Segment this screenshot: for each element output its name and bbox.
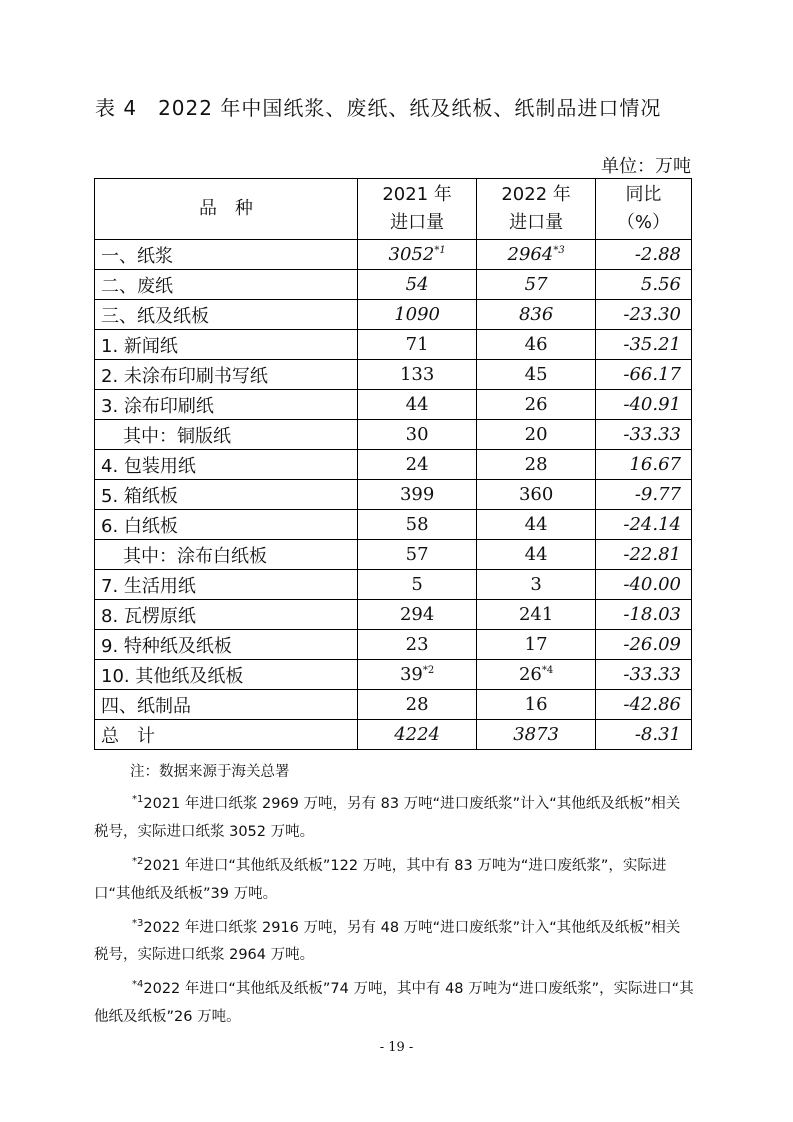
- footnote-4-mark: *4: [132, 979, 144, 991]
- header-2021-label: 进口量: [390, 212, 445, 233]
- footnote-1-text: 2021 年进口纸浆 2969 万吨，另有 83 万吨“进口废纸浆”计入“其他纸及纸板”相关税号，实际进口纸浆 3052 万吨。: [94, 795, 681, 840]
- row-name: 7. 生活用纸: [95, 570, 358, 600]
- row-2022-value: 26: [518, 664, 542, 685]
- row-2021: 30: [357, 420, 476, 450]
- footnote-1: [94, 786, 694, 846]
- row-name: 其中：涂布白纸板: [95, 540, 358, 570]
- table-row: [95, 660, 692, 690]
- footnote-mark: *4: [541, 665, 554, 676]
- table-row: [95, 270, 692, 300]
- row-2022: 3: [477, 570, 596, 600]
- table-row: [95, 450, 692, 480]
- table-row: [95, 480, 692, 510]
- footnote-2-mark: *2: [132, 855, 144, 867]
- row-2022: 17: [477, 630, 596, 660]
- table-row: [95, 600, 692, 630]
- row-yoy: -40.00: [595, 570, 691, 600]
- row-name: 总 计: [95, 720, 358, 750]
- row-yoy: -22.81: [595, 540, 691, 570]
- footnote-2-text: 2021 年进口“其他纸及纸板”122 万吨，其中有 83 万吨为“进口废纸浆”，实际进口“其他纸及纸板”39 万吨。: [94, 857, 667, 902]
- row-2022: 46: [477, 330, 596, 360]
- row-name: 二、废纸: [95, 270, 358, 300]
- table-row-total: [95, 720, 692, 750]
- row-2021: 44: [357, 390, 476, 420]
- header-2022-year: 2022 年: [501, 184, 571, 205]
- table-row: [95, 420, 692, 450]
- header-2021: [357, 179, 476, 240]
- unit-label: 单位：万吨: [601, 156, 691, 177]
- header-yoy-unit: （%）: [616, 212, 670, 233]
- row-2021: 1090: [357, 300, 476, 330]
- row-2021-value: 3052: [388, 244, 435, 265]
- source-note: 注：数据来源于海关总署: [130, 764, 290, 780]
- row-2022: 241: [477, 600, 596, 630]
- row-2021: 54: [357, 270, 476, 300]
- row-2022: 16: [477, 690, 596, 720]
- header-yoy: [595, 179, 691, 240]
- row-2021: 28: [357, 690, 476, 720]
- row-2022: 360: [477, 480, 596, 510]
- row-2022: [477, 240, 596, 270]
- row-2022: 28: [477, 450, 596, 480]
- footnote-1-mark: *1: [132, 794, 144, 805]
- row-2022: 57: [477, 270, 596, 300]
- footnote-3-text: 2022 年进口纸浆 2916 万吨，另有 48 万吨“进口废纸浆”计入“其他纸及纸板”相关税号，实际进口纸浆 2964 万吨。: [94, 919, 681, 964]
- table-row: [95, 570, 692, 600]
- row-2021: 58: [357, 510, 476, 540]
- row-2022: 44: [477, 540, 596, 570]
- header-2022: [477, 179, 596, 240]
- row-yoy: -66.17: [595, 360, 691, 390]
- table-row: [95, 690, 692, 720]
- table-row: [95, 540, 692, 570]
- row-name: 9. 特种纸及纸板: [95, 630, 358, 660]
- row-name: 5. 箱纸板: [95, 480, 358, 510]
- row-yoy: -23.30: [595, 300, 691, 330]
- table-header-row: [95, 179, 692, 240]
- header-variety: [95, 179, 358, 240]
- row-name: 2. 未涂布印刷书写纸: [95, 360, 358, 390]
- row-name: 4. 包装用纸: [95, 450, 358, 480]
- row-yoy: -18.03: [595, 600, 691, 630]
- row-2021: 399: [357, 480, 476, 510]
- row-name: 四、纸制品: [95, 690, 358, 720]
- row-2021: [357, 240, 476, 270]
- row-name: 3. 涂布印刷纸: [95, 390, 358, 420]
- row-2022: 26: [477, 390, 596, 420]
- footnote-mark: *3: [553, 245, 565, 256]
- row-name: 三、纸及纸板: [95, 300, 358, 330]
- import-table: [94, 178, 692, 750]
- footnote-3: [94, 910, 694, 970]
- footnote-mark: *1: [434, 245, 446, 256]
- row-yoy: -26.09: [595, 630, 691, 660]
- footnote-3-mark: *3: [132, 917, 144, 929]
- table-row: [95, 330, 692, 360]
- row-2022: 44: [477, 510, 596, 540]
- header-variety-label: 品 种: [198, 198, 253, 219]
- header-2021-year: 2021 年: [382, 184, 452, 205]
- header-yoy-label: 同比: [625, 184, 662, 205]
- footnote-2: [94, 848, 694, 908]
- row-2022: 45: [477, 360, 596, 390]
- footnote-mark: *2: [422, 665, 435, 676]
- row-2021: [357, 660, 476, 690]
- footnotes: [94, 758, 694, 1033]
- row-yoy: -35.21: [595, 330, 691, 360]
- row-2022-value: 2964: [507, 244, 554, 265]
- row-2022: [477, 660, 596, 690]
- row-name: 6. 白纸板: [95, 510, 358, 540]
- row-2021: 294: [357, 600, 476, 630]
- row-2022: 3873: [477, 720, 596, 750]
- row-2022: 20: [477, 420, 596, 450]
- table-row: [95, 240, 692, 270]
- row-yoy: -33.33: [595, 660, 691, 690]
- row-yoy: -24.14: [595, 510, 691, 540]
- row-yoy: -9.77: [595, 480, 691, 510]
- row-2021: 5: [357, 570, 476, 600]
- row-name: 一、纸浆: [95, 240, 358, 270]
- table-row: [95, 360, 692, 390]
- row-2021: 71: [357, 330, 476, 360]
- row-yoy: -2.88: [595, 240, 691, 270]
- page-number: - 19 -: [379, 1040, 414, 1055]
- row-2021: 24: [357, 450, 476, 480]
- row-yoy: -33.33: [595, 420, 691, 450]
- table-row: [95, 300, 692, 330]
- row-yoy: 5.56: [595, 270, 691, 300]
- footnote-4-text: 2022 年进口“其他纸及纸板”74 万吨，其中有 48 万吨为“进口废纸浆”，实际进口“其他纸及纸板”26 万吨。: [94, 981, 694, 1026]
- header-2022-label: 进口量: [509, 212, 564, 233]
- row-2021: 57: [357, 540, 476, 570]
- row-2021: 133: [357, 360, 476, 390]
- row-yoy: -40.91: [595, 390, 691, 420]
- table-row: [95, 630, 692, 660]
- table-row: [95, 510, 692, 540]
- row-2021-value: 39: [399, 664, 423, 685]
- row-name: 8. 瓦楞原纸: [95, 600, 358, 630]
- row-2021: 23: [357, 630, 476, 660]
- row-yoy: -42.86: [595, 690, 691, 720]
- row-name: 10. 其他纸及纸板: [95, 660, 358, 690]
- row-2022: 836: [477, 300, 596, 330]
- row-name: 1. 新闻纸: [95, 330, 358, 360]
- row-name: 其中：铜版纸: [95, 420, 358, 450]
- row-yoy: 16.67: [595, 450, 691, 480]
- table-row: [95, 390, 692, 420]
- row-yoy: -8.31: [595, 720, 691, 750]
- row-2021: 4224: [357, 720, 476, 750]
- table-title: 表 4 2022 年中国纸浆、废纸、纸及纸板、纸制品进口情况: [95, 96, 662, 120]
- footnote-4: [94, 971, 694, 1031]
